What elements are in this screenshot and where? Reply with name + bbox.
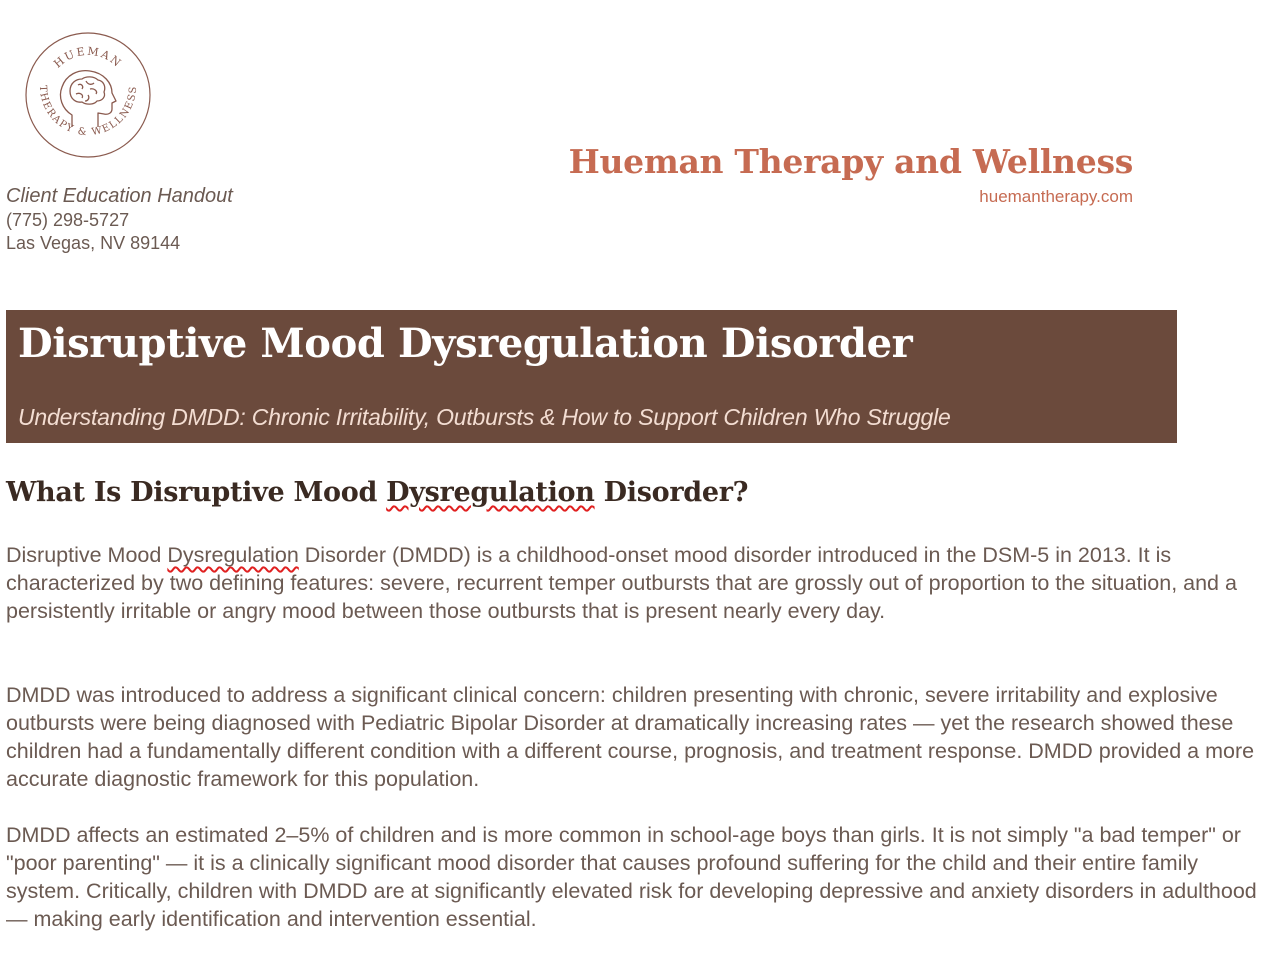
body-paragraph: DMDD was introduced to address a significant clinical concern: children presenting with chronic, severe irritability and explosive outbursts were being diagnosed with Pediatric Bipolar Disorder at dramatically increasing rates — yet the research showed these children had a fundamentally different condition with a different course, prognosis, and treatment response. DMDD provided a more accurate diagnostic framework for this population.: [6, 683, 1255, 791]
spellcheck-flagged-word[interactable]: Dysregulation: [386, 477, 595, 508]
section-heading-text: Disorder?: [594, 477, 749, 508]
phone-number: (775) 298-5727: [6, 210, 130, 230]
page-title: Disruptive Mood Dysregulation Disorder: [18, 320, 913, 367]
logo-seal-icon: [24, 31, 152, 159]
title-banner: [6, 310, 1177, 443]
paragraph-text: Disorder (DMDD) is a childhood-onset mood disorder introduced in the DSM-5 in 2013. It is characterized by two defining features: severe, recurrent temper outbursts that are grossly out of proportion to the situation, and a persistently irritable or angry mood between those outbursts that is present nearly every day.: [6, 543, 1237, 623]
page-subtitle: Understanding DMDD: Chronic Irritability, Outbursts & How to Support Children Who Struggle: [18, 404, 951, 430]
handout-label: Client Education Handout: [6, 185, 233, 207]
address: Las Vegas, NV 89144: [6, 233, 181, 253]
spellcheck-flagged-word[interactable]: Dysregulation: [167, 543, 299, 567]
hueman-logo: [24, 31, 152, 159]
svg-text:THERAPY & WELLNESS: THERAPY & WELLNESS: [36, 84, 140, 139]
org-name: Hueman Therapy and Wellness: [568, 142, 1133, 181]
body-paragraph: [6, 541, 1262, 625]
head-with-brain-icon: [60, 71, 116, 127]
paragraph-text: Disruptive Mood: [6, 543, 168, 567]
section-heading: [6, 477, 748, 508]
website-link[interactable]: huemantherapy.com: [979, 187, 1133, 206]
body-paragraph: DMDD affects an estimated 2–5% of children and is more common in school-age boys than girls. It is not simply "a bad temper" or "poor parenting" — it is a clinically significant mood disorder that causes profound suffering for the child and their entire family system. Critically, children with DMDD are at significantly elevated risk for developing depressive and anxiety disorders in adulthood — making early identification and intervention essential.: [6, 823, 1257, 931]
svg-text:HUEMAN: HUEMAN: [51, 44, 125, 71]
section-heading-text: What Is Disruptive Mood: [6, 477, 387, 508]
